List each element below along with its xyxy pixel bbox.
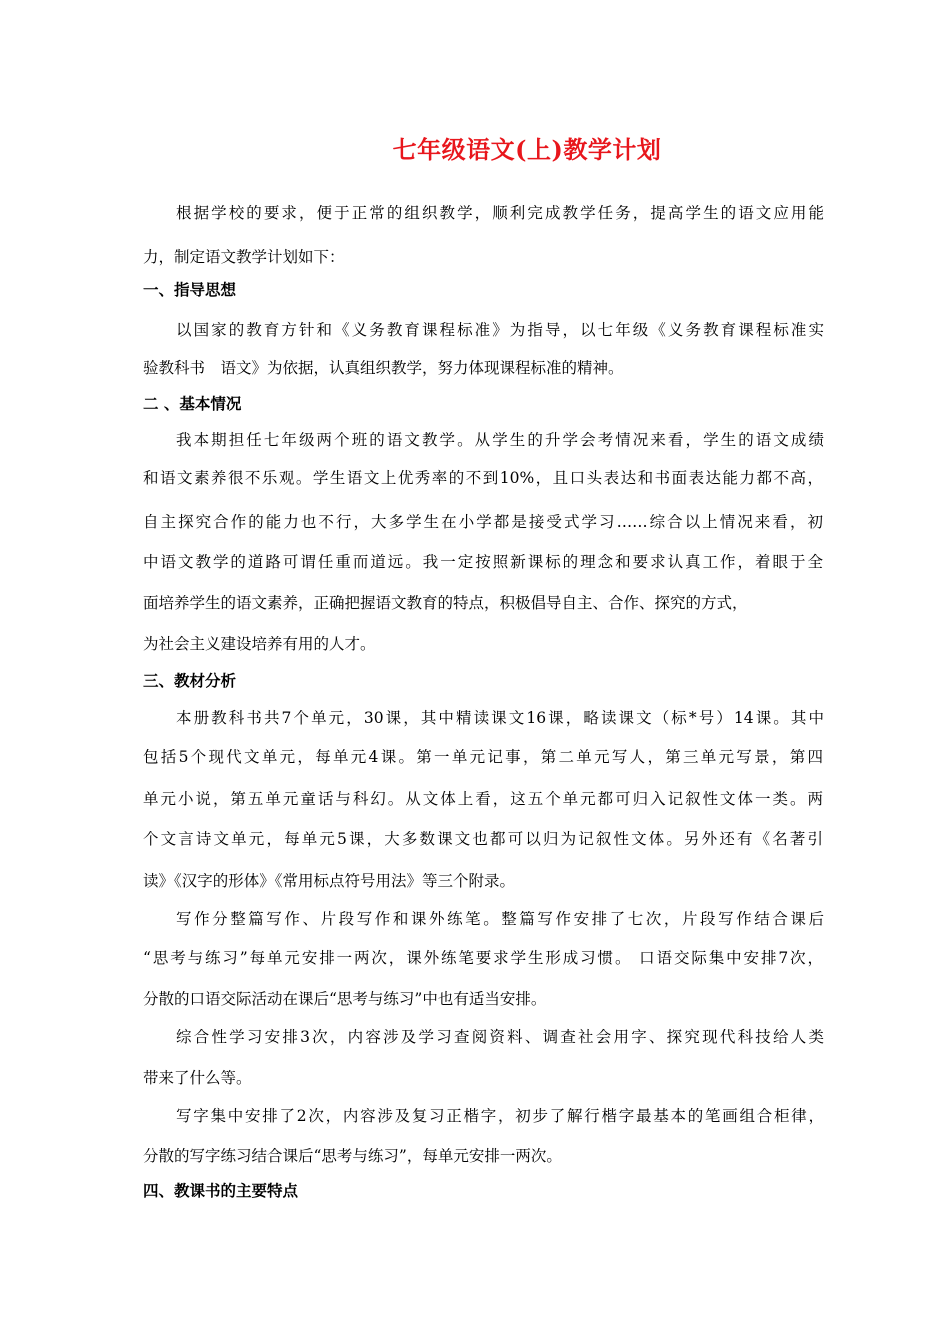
section3-writing-line-2: “思考与练习”每单元安排一两次，课外练笔要求学生形成习惯。 口语交际集中安排7次， <box>143 949 823 967</box>
section1-line-1: 以国家的教育方针和《义务教育课程标准》为指导，以七年级《义务教育课程标准实 <box>176 321 824 339</box>
section3-line-5: 读》《汉字的形体》《常用标点符号用法》等三个附录。 <box>143 872 516 890</box>
section3-writing-line-3: 分散的口语交际活动在课后“思考与练习”中也有适当安排。 <box>143 990 547 1008</box>
section3-calligraphy-line-2: 分散的写字练习结合课后“思考与练习”，每单元安排一两次。 <box>143 1147 562 1165</box>
section3-line-2: 包括5个现代文单元，每单元4课。第一单元记事，第二单元写人，第三单元写景，第四 <box>143 748 823 766</box>
section-heading-guiding-thought: 一、指导思想 <box>143 281 237 299</box>
intro-line-1: 根据学校的要求，便于正常的组织教学，顺利完成教学任务，提高学生的语文应用能 <box>176 204 824 222</box>
section3-line-3: 单元小说，第五单元童话与科幻。从文体上看，这五个单元都可归入记叙性文体一类。两 <box>143 790 823 808</box>
section2-line-5: 面培养学生的语文素养，正确把握语文教育的特点，积极倡导自主、合作、探究的方式， <box>143 594 748 612</box>
intro-line-2: 力，制定语文教学计划如下： <box>143 248 345 266</box>
section2-line-4: 中语文教学的道路可谓任重而道远。我一定按照新课标的理念和要求认真工作，着眼于全 <box>143 553 823 571</box>
section2-line-6: 为社会主义建设培养有用的人才。 <box>143 635 376 653</box>
section3-line-4: 个文言诗文单元，每单元5课，大多数课文也都可以归为记叙性文体。另外还有《名著引 <box>143 830 823 848</box>
section2-line-1: 我本期担任七年级两个班的语文教学。从学生的升学会考情况来看，学生的语文成绩 <box>176 431 824 449</box>
page-title: 七年级语文(上)教学计划 <box>392 135 662 164</box>
section-heading-textbook-features: 四、教课书的主要特点 <box>143 1182 299 1200</box>
section3-comprehensive-line-2: 带来了什么等。 <box>143 1069 252 1087</box>
section-heading-textbook-analysis: 三、教材分析 <box>143 672 237 690</box>
section-heading-basic-situation: 二 、基本情况 <box>143 395 242 413</box>
section2-line-3: 自主探究合作的能力也不行，大多学生在小学都是接受式学习……综合以上情况来看，初 <box>143 513 823 531</box>
section1-line-2: 验教科书 语文》为依据，认真组织教学，努力体现课程标准的精神。 <box>143 359 624 377</box>
section3-calligraphy-line-1: 写字集中安排了2次，内容涉及复习正楷字，初步了解行楷字最基本的笔画组合柜律， <box>176 1107 824 1125</box>
section3-writing-line-1: 写作分整篇写作、片段写作和课外练笔。整篇写作安排了七次，片段写作结合课后 <box>176 910 824 928</box>
section3-line-1: 本册教科书共7个单元，30课，其中精读课文16课，略读课文（标*号）14课。其中 <box>176 709 824 727</box>
section2-line-2: 和语文素养很不乐观。学生语文上优秀率的不到10%，且口头表达和书面表达能力都不高， <box>143 469 823 487</box>
section3-comprehensive-line-1: 综合性学习安排3次，内容涉及学习查阅资料、调查社会用字、探究现代科技给人类 <box>176 1028 824 1046</box>
